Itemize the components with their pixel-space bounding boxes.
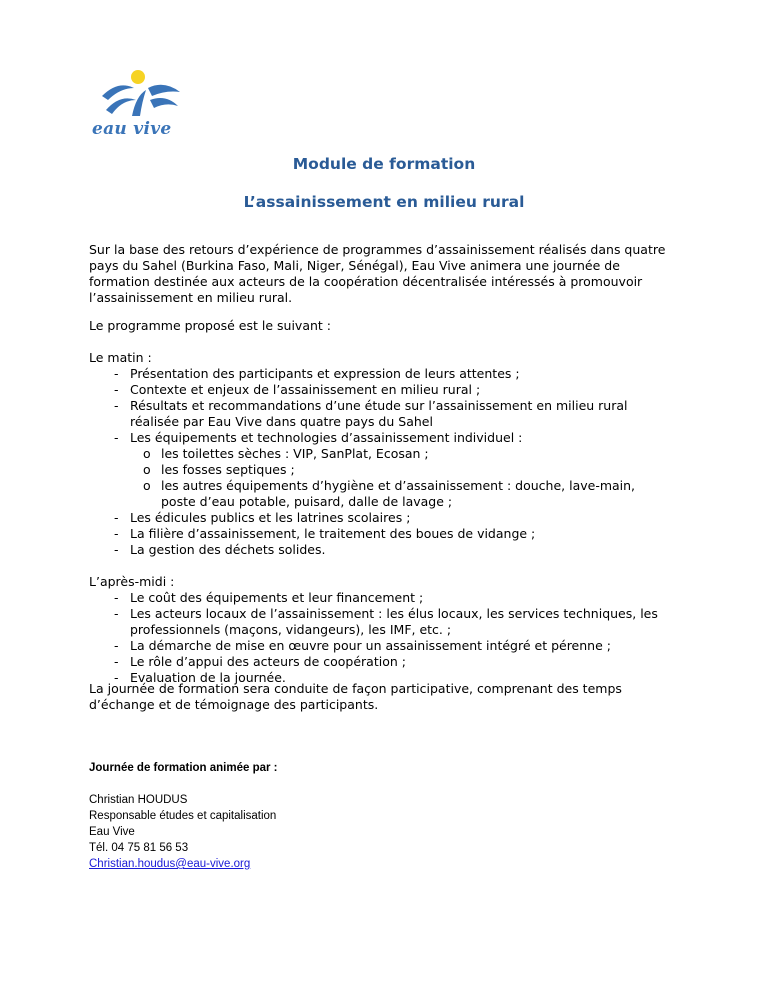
dash-bullet: - (114, 382, 119, 397)
programme-intro: Le programme proposé est le suivant : (89, 318, 331, 333)
list-item-text: Le rôle d’appui des acteurs de coopération ; (130, 654, 406, 669)
list-item-text: Les édicules publics et les latrines scolaires ; (130, 510, 411, 525)
sublist-item (130, 446, 689, 462)
eau-vive-logo (88, 66, 198, 142)
intro-line: Sur la base des retours d’expérience de programmes d’assainissement réalisés dans quatre (89, 242, 666, 257)
intro-line: pays du Sahel (Burkina Faso, Mali, Niger, Sénégal), Eau Vive animera une journée de (89, 258, 620, 273)
trainer-role: Responsable études et capitalisation (89, 810, 277, 822)
dash-bullet: - (114, 526, 119, 541)
intro-paragraph (89, 242, 689, 306)
dash-bullet: - (114, 430, 119, 445)
equipment-sublist (130, 446, 689, 510)
logo-sun (131, 70, 145, 84)
dash-bullet: - (114, 606, 119, 621)
eau-vive-logo-icon (88, 66, 198, 122)
dash-bullet: - (114, 590, 119, 605)
conclusion-line: La journée de formation sera conduite de façon participative, comprenant des temps (89, 681, 622, 696)
intro-line: formation destinée aux acteurs de la coopération décentralisée intéressés à promouvoir (89, 274, 643, 289)
list-item (89, 366, 689, 382)
dash-bullet: - (114, 366, 119, 381)
list-item-text: Le coût des équipements et leur financement ; (130, 590, 424, 605)
circle-bullet: o (143, 478, 151, 493)
list-item (89, 430, 689, 510)
list-item-text: Présentation des participants et expression de leurs attentes ; (130, 366, 520, 381)
list-item (89, 398, 689, 430)
logo-wave-left-2 (106, 98, 136, 114)
list-item-text: réalisée par Eau Vive dans quatre pays du Sahel (130, 414, 433, 429)
trainer-org: Eau Vive (89, 826, 135, 838)
list-item-text: La filière d’assainissement, le traitement des boues de vidange ; (130, 526, 536, 541)
logo-wave-right-2 (150, 98, 178, 108)
logo-wave-left-1 (102, 85, 134, 100)
list-item-text: Contexte et enjeux de l’assainissement en milieu rural ; (130, 382, 481, 397)
list-item-text: Résultats et recommandations d’une étude sur l’assainissement en milieu rural (130, 398, 628, 413)
trainer-heading: Journée de formation animée par : (89, 762, 278, 774)
sublist-item-text: les toilettes sèches : VIP, SanPlat, Ecosan ; (161, 446, 429, 461)
subject-title: L’assainissement en milieu rural (243, 193, 525, 211)
trainer-name: Christian HOUDUS (89, 794, 188, 806)
sublist-item-text: les fosses septiques ; (161, 462, 295, 477)
circle-bullet: o (143, 446, 151, 461)
list-item-text: Les acteurs locaux de l’assainissement : les élus locaux, les services techniques, les (130, 606, 658, 621)
logo-text: eau vive (92, 119, 172, 139)
list-item (89, 526, 689, 542)
intro-line: l’assainissement en milieu rural. (89, 290, 293, 305)
dash-bullet: - (114, 654, 119, 669)
dash-bullet: - (114, 398, 119, 413)
sublist-item-text: poste d’eau potable, puisard, dalle de lavage ; (161, 494, 453, 509)
logo-wave-center (132, 90, 146, 116)
afternoon-heading: L’après-midi : (89, 574, 175, 589)
sublist-item (130, 462, 689, 478)
morning-heading: Le matin : (89, 350, 152, 365)
conclusion-line: d’échange et de témoignage des participants. (89, 697, 379, 712)
list-item (89, 606, 689, 638)
list-item (89, 654, 689, 670)
logo-wave-right-1 (148, 85, 180, 96)
afternoon-list (89, 590, 689, 686)
sublist-item (130, 478, 689, 510)
dash-bullet: - (114, 542, 119, 557)
list-item-text: professionnels (maçons, vidangeurs), les IMF, etc. ; (130, 622, 452, 637)
trainer-email-link[interactable]: Christian.houdus@eau-vive.org (89, 858, 251, 870)
list-item (89, 638, 689, 654)
conclusion-paragraph (89, 681, 689, 713)
list-item (89, 542, 689, 558)
list-item-text: Evaluation de la journée. (130, 670, 286, 685)
trainer-contact (89, 792, 276, 872)
list-item (89, 590, 689, 606)
trainer-phone: Tél. 04 75 81 56 53 (89, 842, 189, 854)
dash-bullet: - (114, 638, 119, 653)
morning-list (89, 366, 689, 558)
dash-bullet: - (114, 670, 119, 685)
list-item-text: Les équipements et technologies d’assainissement individuel : (130, 430, 523, 445)
list-item (89, 382, 689, 398)
list-item-text: La gestion des déchets solides. (130, 542, 326, 557)
module-title: Module de formation (292, 155, 476, 173)
dash-bullet: - (114, 510, 119, 525)
circle-bullet: o (143, 462, 151, 477)
list-item (89, 510, 689, 526)
sublist-item-text: les autres équipements d’hygiène et d’assainissement : douche, lave-main, (161, 478, 636, 493)
list-item-text: La démarche de mise en œuvre pour un assainissement intégré et pérenne ; (130, 638, 611, 653)
